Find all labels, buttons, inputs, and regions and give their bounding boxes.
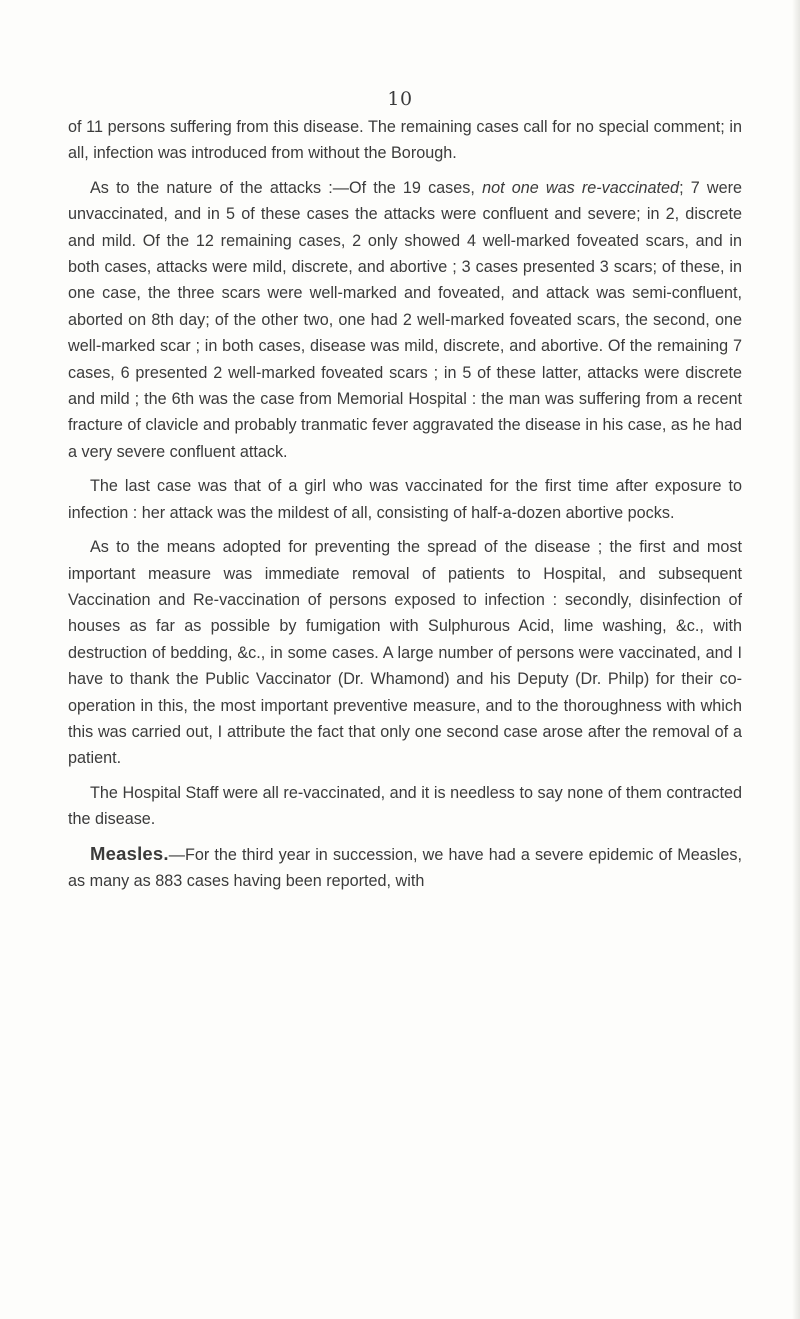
- paragraph-text: —For the third year in succession, we have had a severe epidemic of Measles, as many as 883 cases having been reported, with: [68, 845, 742, 890]
- page-edge-shadow: [792, 0, 800, 1319]
- paragraph-text-rest: ; 7 were unvaccinated, and in 5 of these cases the attacks were confluent and severe; in 2, discrete and mild. Of the 12 remaining cases, 2 only showed 4 well-marked foveated scars, and in both cases, attacks were mild, discrete, and abortive ; 3 cases presented 3 scars; of these, in one case, the three scars were well-marked and foveated, and attack was semi-confluent, aborted on 8th day; of the other two, one had 2 well-marked foveated scars, the second, one well-marked scar ; in both cases, disease was mild, discrete, and abortive. Of the remaining 7 cases, 6 presented 2 well-marked foveated scars ; in 5 of these latter, attacks were discrete and mild ; the 6th was the case from Memorial Hospital : the man was suffering from a recent fracture of clavicle and probably tranmatic fever aggravated the disease in his case, as he had a very severe confluent attack.: [68, 178, 742, 461]
- emphasis-not-revaccinated: not one was re-vaccinated: [482, 178, 680, 197]
- paragraph-text: The Hospital Staff were all re-vaccinated, and it is needless to say none of them contracted the disease.: [68, 783, 742, 829]
- paragraph-text-lead: As to the nature of the attacks :—Of the 19 cases,: [90, 178, 483, 197]
- paragraph-prevention-measures: [68, 534, 742, 772]
- paragraph-borough-infection: [68, 114, 742, 167]
- paragraph-text: As to the means adopted for preventing the spread of the disease ; the first and most important measure was immediate removal of patients to Hospital, and subsequent Vaccination and Re-vaccination of persons exposed to infection : secondly, disinfection of houses as far as possible by fumigation with Sulphurous Acid, lime washing, &c., with destruction of bedding, &c., in some cases. A large number of persons were vaccinated, and I have to thank the Public Vaccinator (Dr. Whamond) and his Deputy (Dr. Philp) for their co-operation in this, the most important preventive measure, and to the thoroughness with which this was carried out, I attribute the fact that only one second case arose after the removal of a patient.: [68, 538, 742, 768]
- paragraph-last-case: [68, 473, 742, 526]
- paragraph-measles: [68, 841, 742, 895]
- section-heading-measles: Measles.: [90, 842, 169, 864]
- paragraph-text: of 11 persons suffering from this disease. The remaining cases call for no special comment; in all, infection was introduced from without the Borough.: [68, 118, 742, 163]
- paragraph-hospital-staff: [68, 780, 742, 833]
- paragraph-text: The last case was that of a girl who was vaccinated for the first time after exposure to infection : her attack was the mildest of all, consisting of half-a-dozen abortive pocks.: [68, 477, 742, 522]
- page-body: [68, 114, 742, 902]
- paragraph-nature-of-attacks: [68, 175, 742, 465]
- page-number: 10: [387, 88, 413, 110]
